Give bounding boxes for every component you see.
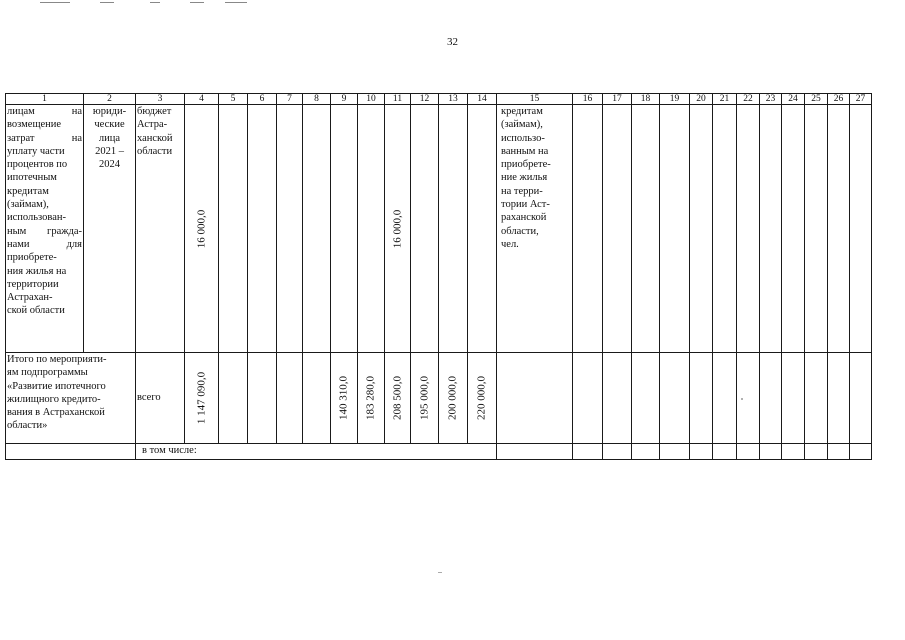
text-line: (займам), [501, 119, 543, 131]
header-cell: 19 [660, 94, 690, 105]
text-line: чел. [501, 238, 519, 250]
empty-cell [660, 353, 690, 444]
header-cell: 21 [713, 94, 737, 105]
year-amount-cell [385, 105, 411, 353]
measure-description-cell [6, 105, 84, 353]
empty-cell [760, 444, 782, 460]
funding-total-label: всего [137, 392, 161, 404]
text-line: «Развитие ипотечного [7, 380, 106, 392]
text-line: ханской [137, 132, 173, 144]
year-amount-cell [411, 353, 439, 444]
header-cell: 17 [603, 94, 632, 105]
text-line: затрат на [7, 132, 82, 144]
empty-cell [411, 105, 439, 353]
text-line: ческие [94, 119, 125, 131]
funding-source-cell [136, 105, 185, 353]
header-cell: 7 [277, 94, 303, 105]
text-line: ния жилья на [7, 265, 67, 277]
empty-cell [737, 444, 760, 460]
header-cell: 11 [385, 94, 411, 105]
empty-cell [690, 444, 713, 460]
empty-cell [760, 353, 782, 444]
text-line: использован- [7, 212, 66, 224]
empty-cell [439, 105, 468, 353]
including-label-cell [136, 444, 497, 460]
header-cell: 14 [468, 94, 497, 105]
header-cell: 8 [303, 94, 331, 105]
text-line: области» [7, 420, 48, 432]
funding-source-text [136, 105, 184, 158]
empty-cell [632, 444, 660, 460]
empty-cell [219, 353, 248, 444]
empty-cell [805, 353, 828, 444]
text-line: ванным на [501, 145, 549, 157]
empty-cell [805, 444, 828, 460]
empty-cell [690, 105, 713, 353]
indicator-cell [497, 105, 573, 353]
header-cell: 22 [737, 94, 760, 105]
text-line: территории [7, 278, 59, 290]
executor-cell [84, 105, 136, 353]
text-line: лицам на [7, 106, 82, 117]
header-cell: 25 [805, 94, 828, 105]
year-amount-value: 220 000,0 [475, 376, 488, 420]
header-cell: 15 [497, 94, 573, 105]
text-line: области, [501, 225, 539, 237]
year-amount-cell [358, 353, 385, 444]
text-line: области [137, 145, 173, 157]
program-table [5, 93, 872, 460]
empty-cell [713, 444, 737, 460]
empty-cell [573, 444, 603, 460]
header-cell: 20 [690, 94, 713, 105]
text-line: ным гражда- [7, 225, 82, 237]
text-line: использо- [501, 132, 545, 144]
year-amount-value: 195 000,0 [417, 376, 430, 420]
empty-cell [828, 353, 850, 444]
table-row [6, 105, 872, 353]
empty-cell [632, 353, 660, 444]
empty-cell [737, 353, 760, 444]
text-line: вания в Астраханской [7, 407, 105, 419]
empty-cell [850, 353, 872, 444]
text-line: приобрете- [7, 252, 57, 264]
text-line: ской области [7, 305, 65, 317]
text-line: Астра- [137, 119, 168, 131]
empty-cell [219, 105, 248, 353]
empty-cell [850, 444, 872, 460]
header-cell: 3 [136, 94, 185, 105]
empty-cell [603, 444, 632, 460]
empty-cell [497, 444, 573, 460]
empty-cell [782, 353, 805, 444]
header-cell: 26 [828, 94, 850, 105]
scan-speck [438, 572, 442, 573]
empty-cell [468, 105, 497, 353]
empty-cell [782, 105, 805, 353]
text-line: ипотечным [7, 172, 57, 184]
empty-cell [782, 444, 805, 460]
header-cell: 5 [219, 94, 248, 105]
text-line: юриди- [92, 106, 127, 117]
empty-cell [331, 105, 358, 353]
executor-text [84, 105, 135, 171]
empty-cell [660, 444, 690, 460]
text-line: бюджет [137, 106, 172, 117]
header-cell: 23 [760, 94, 782, 105]
empty-cell [850, 105, 872, 353]
text-line: на терри- [501, 185, 543, 197]
header-cell: 9 [331, 94, 358, 105]
measure-description [6, 105, 83, 318]
text-line: уплату части [7, 145, 65, 157]
header-cell: 12 [411, 94, 439, 105]
empty-cell [828, 444, 850, 460]
text-line: 2021 – [95, 145, 124, 157]
top-scan-marks [40, 0, 300, 6]
year-amount-value: 183 280,0 [364, 376, 377, 420]
text-line: ям подпрограммы [7, 367, 88, 379]
empty-cell [713, 105, 737, 353]
funding-total-cell [136, 353, 185, 444]
year-amount-value: 16 000,0 [390, 209, 403, 248]
empty-cell [303, 105, 331, 353]
header-cell: 4 [185, 94, 219, 105]
empty-cell [573, 105, 603, 353]
text-line: лица [98, 132, 121, 144]
empty-cell [690, 353, 713, 444]
total-amount-cell [185, 105, 219, 353]
text-line: нами для [7, 238, 82, 250]
total-amount-value: 1 147 090,0 [194, 371, 207, 425]
subtotal-label [6, 353, 135, 433]
empty-cell [805, 105, 828, 353]
header-cell: 2 [84, 94, 136, 105]
year-amount-value: 140 310,0 [337, 376, 350, 420]
empty-cell [603, 105, 632, 353]
empty-cell [632, 105, 660, 353]
year-amount-cell [439, 353, 468, 444]
empty-cell [277, 105, 303, 353]
page-number: 32 [447, 36, 458, 48]
empty-cell [713, 353, 737, 444]
text-line: кредитам [501, 106, 543, 117]
year-amount-value: 208 500,0 [390, 376, 403, 420]
text-line: (займам), [7, 199, 49, 211]
empty-cell [6, 444, 136, 460]
empty-cell [358, 105, 385, 353]
total-amount-value: 16 000,0 [194, 209, 207, 248]
text-line: жилищного кредито- [7, 393, 101, 405]
including-label: в том числе: [142, 445, 197, 456]
empty-cell [497, 353, 573, 444]
header-cell: 27 [850, 94, 872, 105]
text-line: раханской [501, 212, 547, 224]
header-cell: 10 [358, 94, 385, 105]
year-amount-cell [331, 353, 358, 444]
year-amount-cell [385, 353, 411, 444]
empty-cell [248, 105, 277, 353]
table-row [6, 444, 872, 460]
empty-cell [603, 353, 632, 444]
header-cell: 1 [6, 94, 84, 105]
scan-speck [741, 398, 743, 400]
header-cell: 18 [632, 94, 660, 105]
year-amount-value: 200 000,0 [446, 376, 459, 420]
header-cell: 13 [439, 94, 468, 105]
empty-cell [277, 353, 303, 444]
text-line: 2024 [99, 159, 120, 171]
total-amount-cell [185, 353, 219, 444]
header-row [6, 94, 872, 105]
empty-cell [573, 353, 603, 444]
empty-cell [248, 353, 277, 444]
text-line: процентов по [7, 159, 68, 171]
text-line: возмещение [7, 119, 62, 131]
text-line: приобрете- [501, 159, 551, 171]
header-cell: 6 [248, 94, 277, 105]
year-amount-cell [468, 353, 497, 444]
text-line: ние жилья [501, 172, 548, 184]
text-line: кредитам [7, 185, 49, 197]
empty-cell [660, 105, 690, 353]
indicator-text [497, 105, 572, 251]
text-line: тории Аст- [501, 199, 550, 211]
empty-cell [828, 105, 850, 353]
text-line: Астрахан- [7, 292, 53, 304]
subtotal-label-cell [6, 353, 136, 444]
empty-cell [760, 105, 782, 353]
empty-cell [737, 105, 760, 353]
header-cell: 24 [782, 94, 805, 105]
text-line: Итого по мероприяти- [7, 354, 107, 365]
header-cell: 16 [573, 94, 603, 105]
empty-cell [303, 353, 331, 444]
